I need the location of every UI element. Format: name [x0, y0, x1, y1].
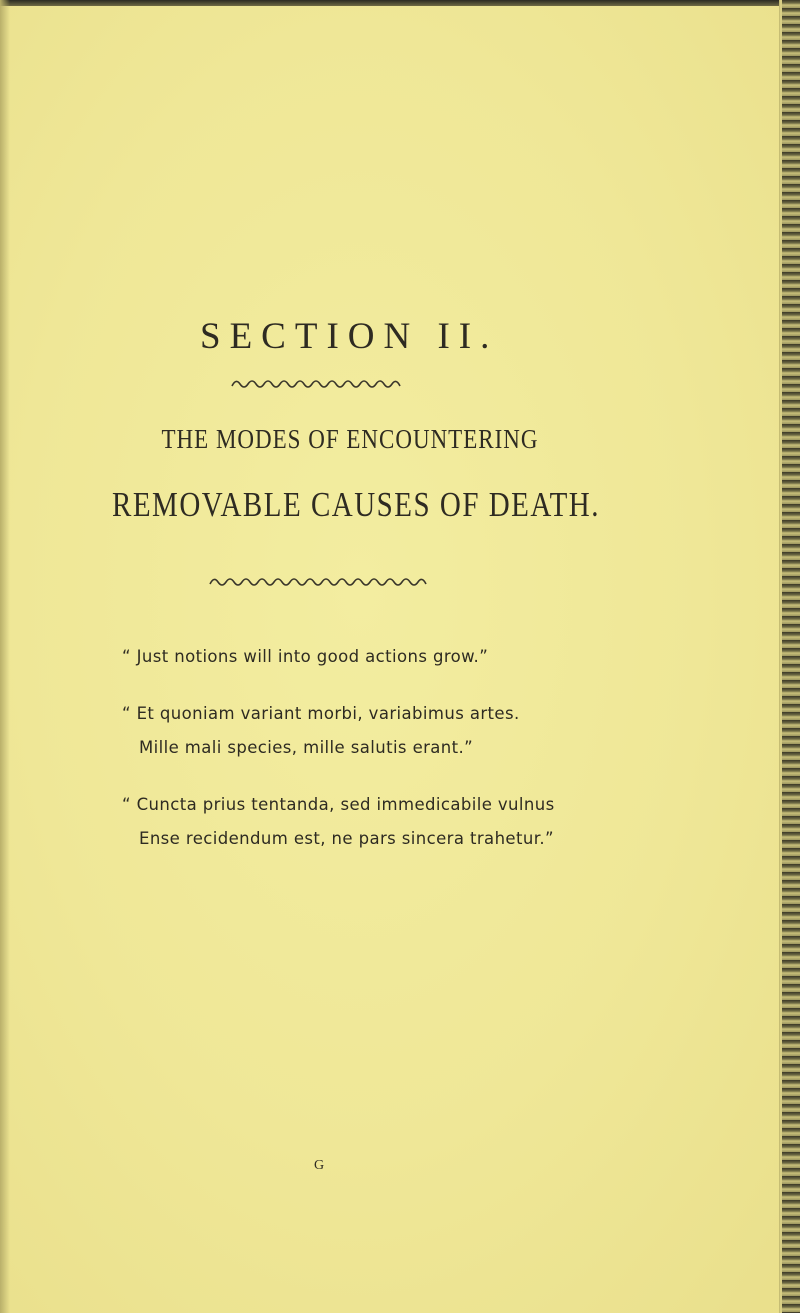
chapter-heading-line-1: THE MODES OF ENCOUNTERING	[161, 424, 539, 454]
signature-mark: G	[314, 1158, 325, 1173]
chapter-heading-line-2: REMOVABLE CAUSES OF DEATH.	[111, 486, 601, 525]
epigraph-2-line-2: Mille mali species, mille salutis erant.”	[139, 738, 474, 757]
section-title: SECTION II.	[200, 316, 499, 357]
wavy-rule-ornament	[208, 574, 432, 588]
epigraph-3-line-1: “ Cuncta prius tentanda, sed immedicabile vulnus	[122, 795, 555, 814]
epigraph-2-line-1: “ Et quoniam variant morbi, variabimus artes.	[122, 704, 520, 723]
epigraph-3-line-2: Ense recidendum est, ne pars sincera trahetur.”	[139, 829, 554, 848]
book-fore-edge	[780, 0, 800, 1313]
wavy-rule-ornament	[230, 376, 406, 390]
epigraph-1-line-1: “ Just notions will into good actions grow.”	[122, 647, 489, 666]
